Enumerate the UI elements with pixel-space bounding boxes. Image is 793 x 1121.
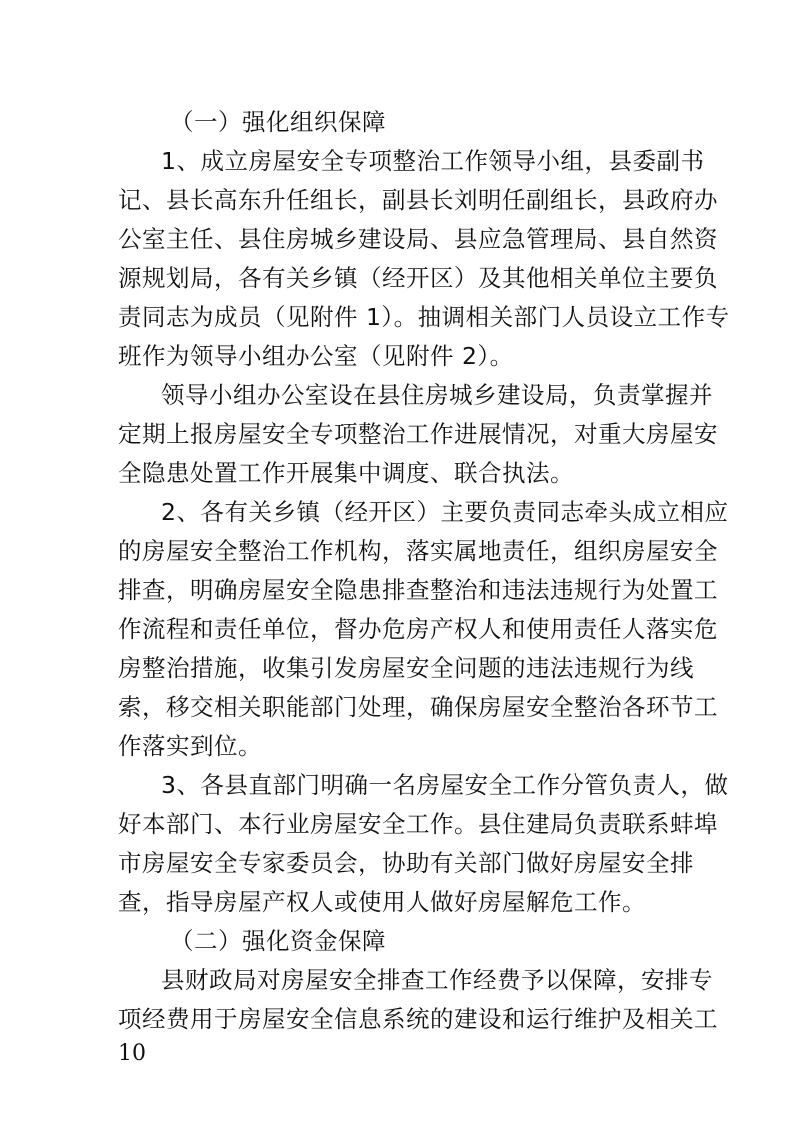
paragraph-line: 索，移交相关职能部门处理，确保房屋安全整治各环节工 [118, 693, 718, 721]
paragraph-line: 市房屋安全专家委员会，协助有关部门做好房屋安全排 [118, 849, 694, 877]
paragraph-line: 班作为领导小组办公室（见附件 2）。 [118, 342, 514, 370]
paragraph-line: 县财政局对房屋安全排查工作经费予以保障，安排专 [161, 966, 713, 994]
paragraph-line: 源规划局，各有关乡镇（经开区）及其他相关单位主要负 [118, 264, 718, 292]
paragraph-line: 房整治措施，收集引发房屋安全问题的违法违规行为线 [118, 654, 694, 682]
paragraph-line: 责同志为成员（见附件 1）。抽调相关部门人员设立工作专 [118, 303, 730, 331]
paragraph-line: 项经费用于房屋安全信息系统的建设和运行维护及相关工 [118, 1005, 718, 1033]
paragraph-line: 记、县长高东升任组长，副县长刘明任副组长，县政府办 [118, 186, 718, 214]
paragraph-line: 作落实到位。 [118, 732, 262, 760]
paragraph-line: 查，指导房屋产权人或使用人做好房屋解危工作。 [118, 888, 646, 916]
section-heading-organization: （一）强化组织保障 [170, 108, 386, 136]
paragraph-line: 2、各有关乡镇（经开区）主要负责同志牵头成立相应 [161, 498, 729, 526]
paragraph-line: 3、各县直部门明确一名房屋安全工作分管负责人，做 [161, 771, 729, 799]
paragraph-line: 定期上报房屋安全专项整治工作进展情况，对重大房屋安 [118, 420, 718, 448]
page-number: 10 [118, 1041, 146, 1066]
paragraph-line: 排查，明确房屋安全隐患排查整治和违法违规行为处置工 [118, 576, 718, 604]
paragraph-line: 好本部门、本行业房屋安全工作。县住建局负责联系蚌埠 [118, 810, 718, 838]
paragraph-line: 公室主任、县住房城乡建设局、县应急管理局、县自然资 [118, 225, 718, 253]
paragraph-line: 作流程和责任单位，督办危房产权人和使用责任人落实危 [118, 615, 718, 643]
paragraph-line: 的房屋安全整治工作机构，落实属地责任，组织房屋安全 [118, 537, 718, 565]
paragraph-line: 全隐患处置工作开展集中调度、联合执法。 [118, 459, 574, 487]
section-heading-funding: （二）强化资金保障 [170, 927, 386, 955]
paragraph-line: 1、成立房屋安全专项整治工作领导小组，县委副书 [161, 147, 705, 175]
paragraph-line: 领导小组办公室设在县住房城乡建设局，负责掌握并 [161, 381, 713, 409]
